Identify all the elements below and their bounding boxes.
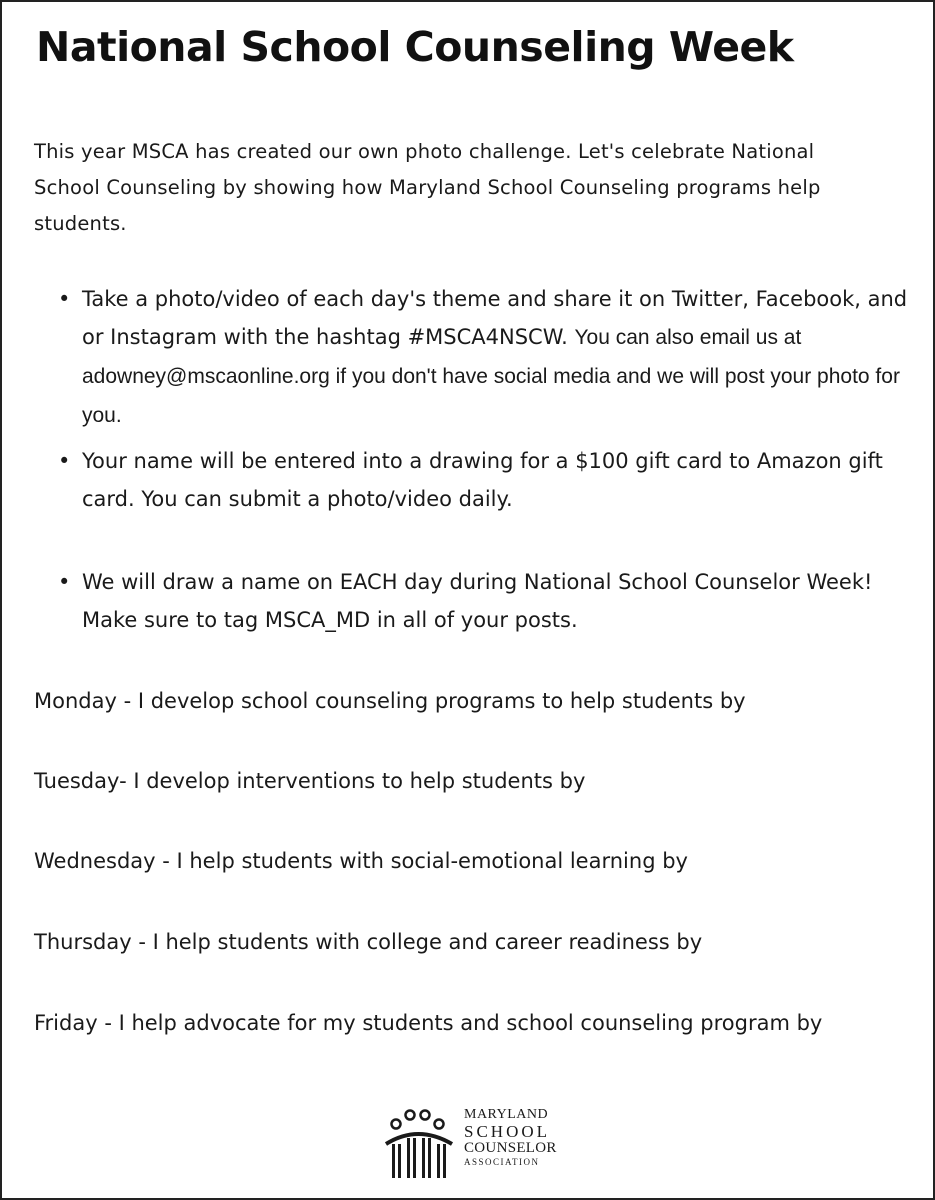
page-title: National School Counseling Week — [36, 23, 794, 71]
day-friday: Friday - I help advocate for my students and school counseling program by — [34, 1011, 823, 1035]
people-columns-logo-icon — [382, 1104, 460, 1180]
bullet-photo-challenge — [58, 280, 918, 435]
logo-wordmark — [464, 1108, 557, 1167]
logo-line-3: COUNSELOR — [464, 1140, 557, 1156]
day-thursday: Thursday - I help students with college and career readiness by — [34, 930, 703, 954]
msca-logo — [382, 1104, 582, 1184]
intro-paragraph: This year MSCA has created our own photo challenge. Let's celebrate National School Counseling by showing how Maryland School Counseling programs help students. — [34, 140, 821, 235]
day-tuesday: Tuesday- I develop interventions to help students by — [34, 769, 586, 793]
bullet-gift-card — [58, 442, 918, 518]
logo-line-1: MARYLAND — [464, 1107, 549, 1122]
bullet-email-text: You can also email us at adowney@mscaonline.org if you don't have social media and we will post your photo for you. — [82, 326, 900, 427]
day-monday: Monday - I develop school counseling programs to help students by — [34, 689, 746, 713]
logo-line-2: SCHOOL — [464, 1122, 551, 1141]
day-wednesday: Wednesday - I help students with social-emotional learning by — [34, 849, 688, 873]
bullet-daily-drawing-text: We will draw a name on EACH day during National School Counselor Week! Make sure to tag MSCA_MD in all of your posts. — [82, 570, 873, 632]
bullet-daily-drawing — [58, 563, 918, 639]
bullet-gift-card-text: Your name will be entered into a drawing for a $100 gift card to Amazon gift card. You can submit a photo/video daily. — [82, 449, 883, 511]
bullet-photo-challenge-text: Take a photo/video of each day's theme and share it on Twitter, Facebook, and or Instagram with the hashtag #MSCA4NSCW. — [82, 287, 908, 349]
logo-line-4: ASSOCIATION — [464, 1157, 540, 1167]
